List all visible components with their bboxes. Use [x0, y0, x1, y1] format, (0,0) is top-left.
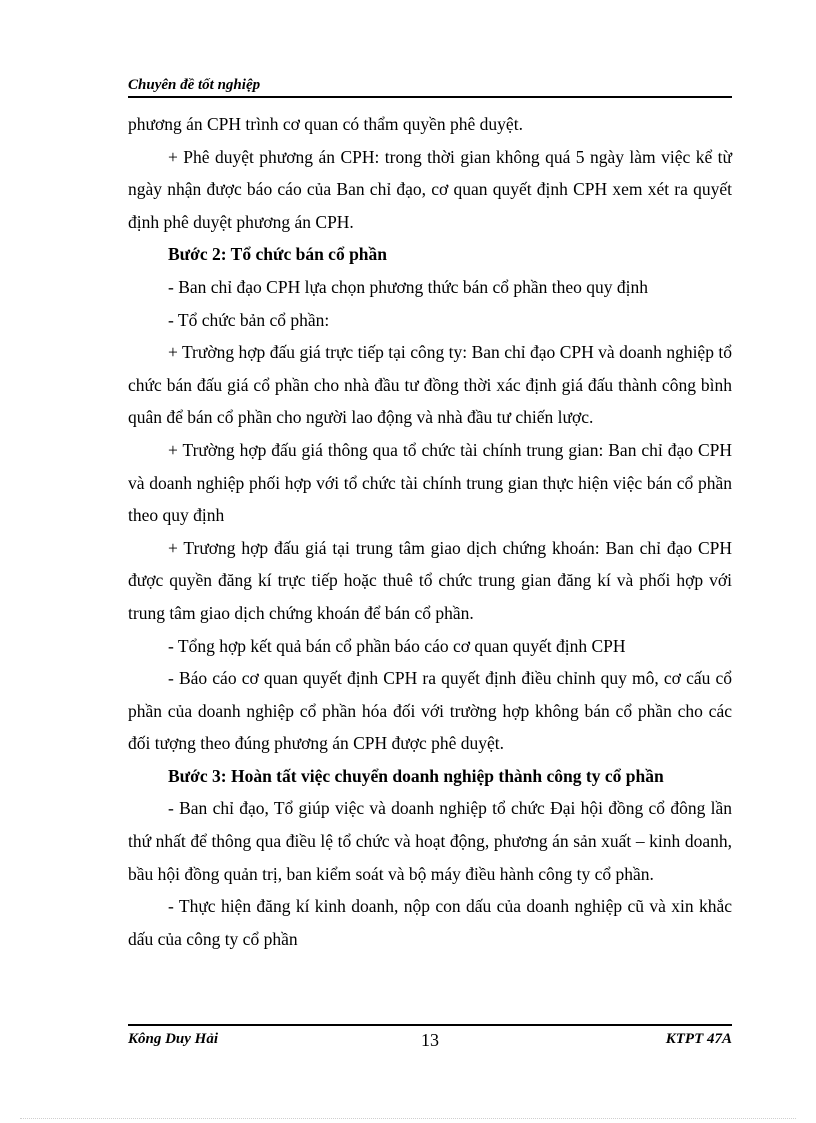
paragraph: - Báo cáo cơ quan quyết định CPH ra quyết định điều chỉnh quy mô, cơ cấu cổ phần của doanh nghiệp cổ phần hóa đối với trường hợp không bán cổ phần cho các đối tượng theo đúng phương án CPH được phê duyệt. [128, 668, 732, 754]
paragraph: - Ban chỉ đạo, Tổ giúp việc và doanh nghiệp tổ chức Đại hội đồng cổ đông lần thứ nhất để thông qua điều lệ tổ chức và hoạt động, phương án sản xuất – kinh doanh, bầu hội đồng quản trị, ban kiểm soát và bộ máy điều hành công ty cổ phần. [128, 798, 732, 884]
paragraph: - Tổ chức bản cổ phần: [168, 309, 330, 330]
header-title: Chuyên đề tốt nghiệp [128, 77, 261, 93]
paragraph: + Trường hợp đấu giá trực tiếp tại công ty: Ban chỉ đạo CPH và doanh nghiệp tổ chức bán đấu giá cổ phần cho nhà đầu tư đồng thời xác định giá đấu thành công bình quân để bán cổ phần cho người lao động và nhà đầu tư chiến lược. [128, 342, 732, 428]
footer-class-code: KTPT 47A [665, 1031, 732, 1047]
section-heading-step-2: Bước 2: Tổ chức bán cổ phần [168, 244, 388, 265]
paragraph: + Trương hợp đấu giá tại trung tâm giao dịch chứng khoán: Ban chỉ đạo CPH được quyền đăng kí trực tiếp hoặc thuê tổ chức trung gian đăng kí và phối hợp với trung tâm giao dịch chứng khoán để bán cổ phần. [128, 537, 732, 623]
paragraph: phương án CPH trình cơ quan có thẩm quyền phê duyệt. [128, 114, 523, 134]
paragraph: + Phê duyệt phương án CPH: trong thời gian không quá 5 ngày làm việc kể từ ngày nhận được báo cáo của Ban chỉ đạo, cơ quan quyết định CPH xem xét ra quyết định phê duyệt phương án CPH. [128, 146, 732, 232]
page-header [128, 76, 732, 98]
document-body [128, 108, 732, 955]
page-number: 13 [421, 1030, 439, 1050]
paragraph: + Trường hợp đấu giá thông qua tổ chức tài chính trung gian: Ban chỉ đạo CPH và doanh nghiệp phối hợp với tổ chức tài chính trung gian thực hiện việc bán cổ phần theo quy định [128, 439, 732, 526]
page-bottom-divider [20, 1118, 796, 1119]
section-heading-step-3: Bước 3: Hoàn tất việc chuyển doanh nghiệp thành công ty cổ phần [168, 765, 664, 786]
paragraph: - Thực hiện đăng kí kinh doanh, nộp con dấu của doanh nghiệp cũ và xin khắc dấu của công ty cổ phần [128, 896, 732, 949]
paragraph: - Tổng hợp kết quả bán cổ phần báo cáo cơ quan quyết định CPH [168, 635, 626, 656]
paragraph: - Ban chỉ đạo CPH lựa chọn phương thức bán cổ phần theo quy định [168, 276, 648, 297]
footer-author: Kông Duy Hải [128, 1031, 219, 1047]
page-footer [128, 1024, 732, 1050]
